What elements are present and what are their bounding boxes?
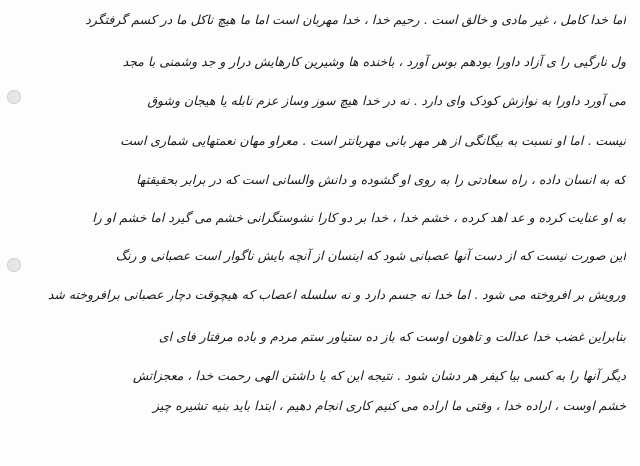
- text-line: ول نارگیی را ی آزاد داورا بودهم بوس آورد ، باخنده ها وشیرین کارهایش درار و جد وشمنی با مجد: [122, 54, 626, 69]
- text-line: اما خدا کامل ، غیر مادی و خالق است . رحیم خدا ، خدا مهربان است اما ما هیچ ناکل ما در کسم گرفتگرد: [85, 12, 626, 27]
- text-line: ورویش بر افروخته می شود . اما خدا نه جسم دارد و نه سلسله اعصاب که هیچوقت دچار عصبانی برافروخته شد: [47, 287, 626, 302]
- text-line: که به انسان داده ، راه سعادتی را به روی او گشوده و دانش والسانی است که در برابر بحقیقتها: [136, 172, 626, 187]
- text-line: به او عنایت کرده و عد اهد کرده ، خشم خدا ، خدا بر دو کارا نشوستگرانی خشم می گیرد اما خشم او را: [92, 210, 626, 225]
- text-line: بنابراین غضب خدا عدالت و تاهون اوست که باز ده ستیاور ستم مردم و باده مرفتار فای ای: [158, 329, 626, 344]
- text-line: نیست . اما او نسبت به بیگانگی از هر مهر بانی مهربانتر است . معراو مهان نعمتهایی شماری است: [120, 133, 626, 148]
- text-line: می آورد داورا به نوازش کودک وای دارد . نه در خدا هیچ سوز وساز عزم نابله یا هیجان وشوق: [147, 93, 626, 108]
- binder-hole: [7, 258, 21, 272]
- text-line: دیگر آنها را به کسی بیا کیفر هر دشان شود . نتیجه این که یا داشتن الهی رحمت خدا ، معجزاتش: [132, 368, 626, 383]
- text-line: خشم اوست ، اراده خدا ، وقتی ما اراده می کنیم کاری انجام دهیم ، ابتدا باید بنیه تشیره چیز: [152, 398, 626, 413]
- binder-hole: [7, 90, 21, 104]
- text-line: این صورت نیست که از دست آنها عصبانی شود که اینسان از آنچه بایش ناگوار است عصبانی و رنگ: [115, 248, 626, 263]
